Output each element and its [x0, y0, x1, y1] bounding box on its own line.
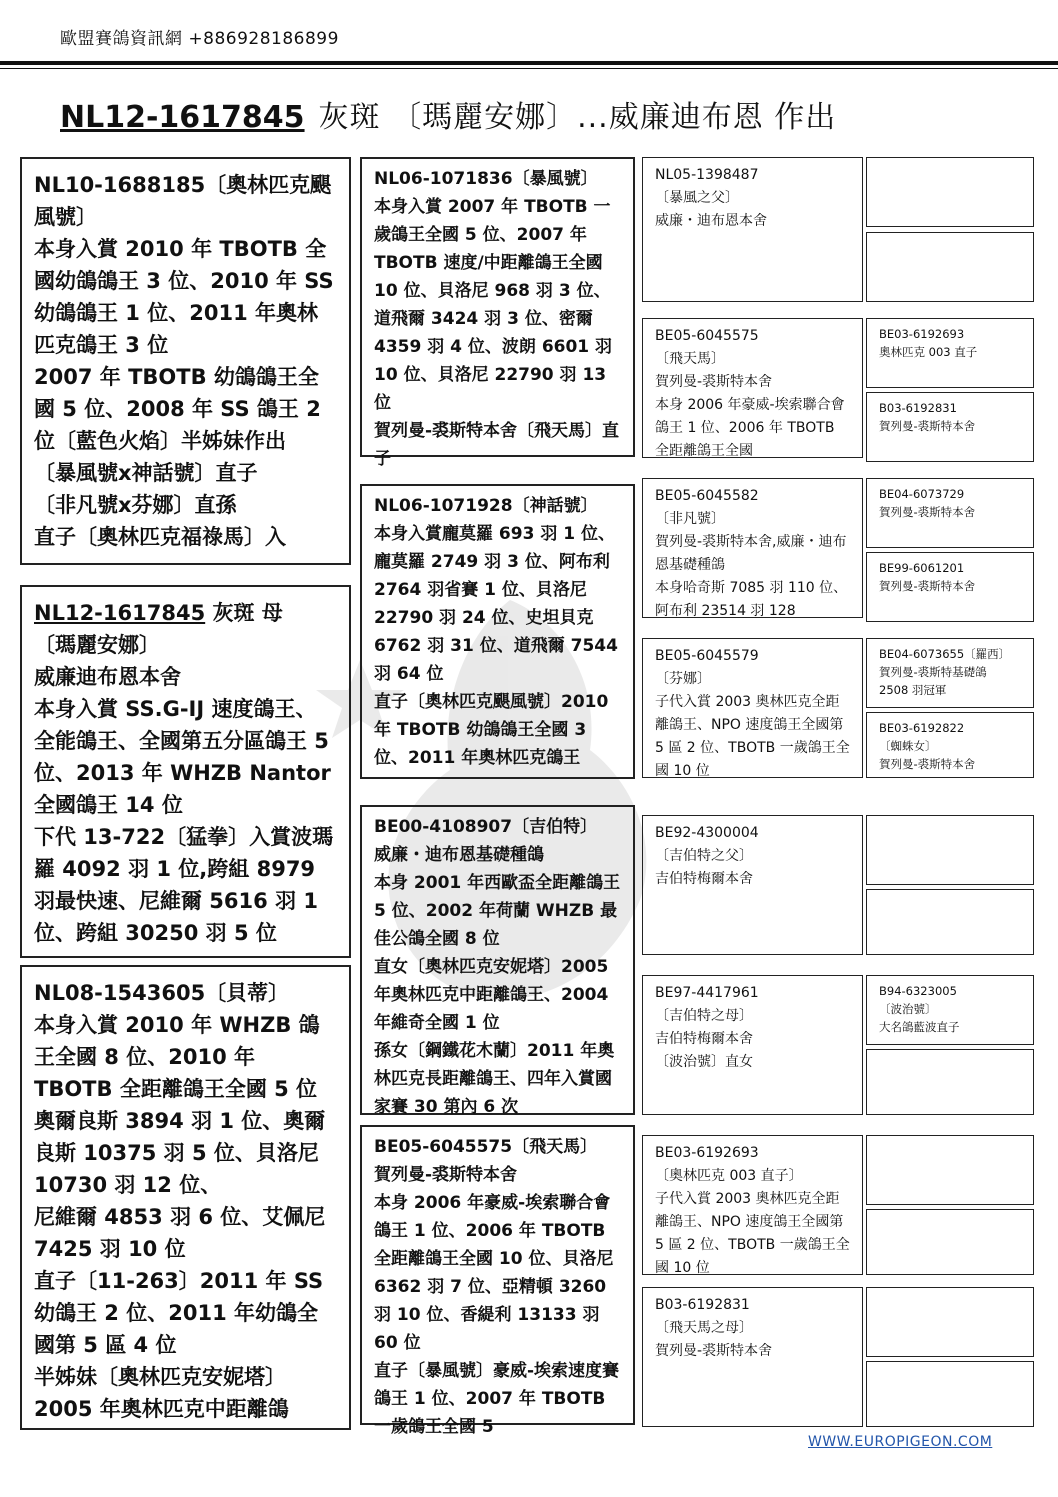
- g3-box-4: [642, 638, 863, 778]
- dam-box: [20, 965, 351, 1430]
- g3-5-ring: BE92-4300004: [655, 825, 759, 841]
- g4-box-15: [866, 1287, 1034, 1357]
- title-ring: NL12-1617845: [60, 100, 305, 135]
- sire-head: NL10-1688185〔奧林匹克颶風號〕: [34, 173, 332, 229]
- g4-3-name: 奧林匹克 003 直子: [879, 345, 978, 359]
- g4-11-info: 大名鴿藍波直子: [879, 1020, 960, 1034]
- g3-7-ring: BE03-6192693: [655, 1145, 759, 1161]
- subject-line-1: 〔瑪麗安娜〕: [34, 633, 160, 657]
- ds-line-1: 威廉・迪布恩基礎種鴿: [374, 845, 544, 865]
- g3-7-name: 〔奧林匹克 003 直子〕: [655, 1168, 803, 1184]
- g3-1-name: 〔暴風之父〕: [655, 190, 739, 206]
- sd-line-1: 本身入賞龐莫羅 693 羽 1 位、龐莫羅 2749 羽 3 位、阿布利 2764 羽省賽 1 位、貝洛尼 22790 羽 24 位、史坦貝克 6762 羽 31 位、道飛爾 7544 羽 64 位: [374, 524, 618, 684]
- g4-box-5: [866, 478, 1034, 548]
- sd-head: NL06-1071928〔神話號〕: [374, 496, 598, 516]
- dam-dam-box: [360, 1125, 635, 1437]
- dam-line-2: 奧爾良斯 3894 羽 1 位、奧爾良斯 10375 羽 5 位、貝洛尼 10730 羽 12 位、: [34, 1109, 326, 1197]
- g4-box-11: [866, 975, 1034, 1045]
- g4-box-2: [866, 232, 1034, 302]
- g4-8-loft: 賀列曼-裘斯特本舍: [879, 757, 976, 771]
- dd-line-3: 直子〔暴風號〕豪威-埃索速度賽鴿王 1 位、2007 年 TBOTB 一歲鴿王全國 5: [374, 1361, 620, 1437]
- subject-line-4: 下代 13-722〔猛拳〕入賞波瑪羅 4092 羽 1 位,跨組 8979 羽最快速、尼維爾 5616 羽 1 位、跨組 30250 羽 5 位: [34, 825, 334, 945]
- g3-6-info: 〔波治號〕直女: [655, 1054, 753, 1070]
- g3-6-ring: BE97-4417961: [655, 985, 759, 1001]
- ds-head: BE00-4108907〔吉伯特〕: [374, 817, 598, 837]
- g3-8-ring: B03-6192831: [655, 1297, 750, 1313]
- footer-website-link[interactable]: WWW.EUROPIGEON.COM: [808, 1434, 993, 1450]
- header-rule-thin: [0, 68, 1058, 69]
- ss-head: NL06-1071836〔暴風號〕: [374, 169, 598, 189]
- g3-1-ring: NL05-1398487: [655, 167, 759, 183]
- g4-4-ring: B03-6192831: [879, 401, 957, 415]
- g3-5-loft: 吉伯特梅爾本舍: [655, 871, 753, 887]
- g3-box-5: [642, 815, 863, 955]
- g4-5-loft: 賀列曼-裘斯特本舍: [879, 505, 976, 519]
- sire-dam-box: [360, 484, 635, 779]
- g4-box-16: [866, 1361, 1034, 1427]
- ds-line-3: 直女〔奧林匹克安妮塔〕2005 年奧林匹克中距離鴿王、2004 年維奇全國 1 位: [374, 957, 609, 1033]
- g4-box-12: [866, 1049, 1034, 1115]
- g3-box-2: [642, 318, 863, 458]
- g4-box-13: [866, 1135, 1034, 1205]
- subject-box: [20, 585, 351, 958]
- g4-box-9: [866, 815, 1034, 885]
- g3-8-name: 〔飛天馬之母〕: [655, 1320, 753, 1336]
- dd-line-1: 賀列曼-裘斯特本舍: [374, 1165, 518, 1185]
- dam-line-5: 半姊妹〔奧林匹克安妮塔〕2005 年奧林匹克中距離鴿: [34, 1365, 289, 1421]
- dd-head: BE05-6045575〔飛天馬〕: [374, 1137, 598, 1157]
- site-header: 歐盟賽鴿資訊網 +886928186899: [60, 29, 339, 49]
- sire-line-3: 〔暴風號x神話號〕直子: [34, 461, 258, 485]
- ss-line-2: 賀列曼-裘斯特本舍〔飛天馬〕直子: [374, 421, 620, 469]
- g4-box-8: [866, 712, 1034, 778]
- g3-box-8: [642, 1287, 863, 1427]
- dd-line-2: 本身 2006 年豪威-埃索聯合會鴿王 1 位、2006 年 TBOTB 全距離鴿王全國 10 位、貝洛尼 6362 羽 7 位、亞精頓 3260 羽 10 位、香緹利 13133 羽 60 位: [374, 1193, 614, 1353]
- g3-4-info: 子代入賞 2003 奧林匹克全距離鴿王、NPO 速度鴿王全國第 5 區 2 位、TBOTB 一歲鴿王全國 10 位: [655, 694, 850, 779]
- g3-5-name: 〔吉伯特之父〕: [655, 848, 753, 864]
- g3-6-name: 〔吉伯特之母〕: [655, 1008, 753, 1024]
- g3-2-info: 本身 2006 年豪威-埃索聯合會鴿王 1 位、2006 年 TBOTB 全距離鴿王全國: [655, 397, 845, 459]
- g4-3-ring: BE03-6192693: [879, 327, 965, 341]
- g3-box-6: [642, 975, 863, 1115]
- sire-line-4: 〔非凡號x芬娜〕直孫: [34, 493, 237, 517]
- subject-rest: 灰斑 母: [205, 601, 283, 625]
- g3-2-loft: 賀列曼-裘斯特本舍: [655, 374, 773, 390]
- g3-4-ring: BE05-6045579: [655, 648, 759, 664]
- g3-1-loft: 威廉・迪布恩本舍: [655, 213, 767, 229]
- ds-line-4: 孫女〔鋼鐵花木蘭〕2011 年奧林匹克長距離鴿王、四年入賞國家賽 30 第內 6 次: [374, 1041, 615, 1117]
- g4-box-14: [866, 1209, 1034, 1275]
- g4-box-6: [866, 552, 1034, 622]
- g4-6-loft: 賀列曼-裘斯特本舍: [879, 579, 976, 593]
- sd-line-2: 直子〔奧林匹克颶風號〕2010 年 TBOTB 幼鴿鴿王全國 3 位、2011 年奧林匹克鴿王: [374, 692, 609, 768]
- g4-box-10: [866, 889, 1034, 955]
- g3-3-loft: 賀列曼-裘斯特本舍,威廉・迪布恩基礎種鴿: [655, 534, 847, 573]
- g4-4-loft: 賀列曼-裘斯特本舍: [879, 419, 976, 433]
- dam-line-4: 直子〔11-263〕2011 年 SS 幼鴿王 2 位、2011 年幼鴿全國第 5 區 4 位: [34, 1269, 324, 1357]
- dam-line-3: 尼維爾 4853 羽 6 位、艾佩尼 7425 羽 10 位: [34, 1205, 326, 1261]
- subject-line-3: 本身入賞 SS.G-IJ 速度鴿王、全能鴿王、全國第五分區鴿王 5 位、2013 年 WHZB Nantor 全國鴿王 14 位: [34, 697, 331, 817]
- g3-7-info: 子代入賞 2003 奧林匹克全距離鴿王、NPO 速度鴿王全國第 5 區 2 位、TBOTB 一歲鴿王全國 10 位: [655, 1191, 850, 1276]
- g4-5-ring: BE04-6073729: [879, 487, 965, 501]
- sire-sire-box: [360, 157, 635, 469]
- g4-box-3: [866, 318, 1034, 388]
- g3-box-7: [642, 1135, 863, 1275]
- g4-box-4: [866, 392, 1034, 462]
- g3-3-info: 本身哈奇斯 7085 羽 110 位、阿布利 23514 羽 128: [655, 580, 848, 619]
- g4-11-name: 〔波治號〕: [879, 1002, 937, 1016]
- ds-line-2: 本身 2001 年西歐盃全距離鴿王 5 位、2002 年荷蘭 WHZB 最佳公鴿全國 8 位: [374, 873, 621, 949]
- sire-line-5: 直子〔奧林匹克福祿馬〕入: [34, 525, 286, 549]
- g3-3-ring: BE05-6045582: [655, 488, 759, 504]
- g4-7-ring: BE04-6073655〔羅西〕: [879, 647, 1011, 661]
- g3-3-name: 〔非凡號〕: [655, 511, 725, 527]
- dam-line-1: 本身入賞 2010 年 WHZB 鴿王全國 8 位、2010 年 TBOTB 全距離鴿王全國 5 位: [34, 1013, 320, 1101]
- sire-line-2: 2007 年 TBOTB 幼鴿鴿王全國 5 位、2008 年 SS 鴿王 2 位〔藍色火焰〕半姊妹作出: [34, 365, 321, 453]
- dam-sire-box: [360, 805, 635, 1115]
- title-desc: 灰斑 〔瑪麗安娜〕...威廉迪布恩 作出: [318, 100, 837, 135]
- g4-box-1: [866, 157, 1034, 227]
- sire-line-1: 本身入賞 2010 年 TBOTB 全國幼鴿鴿王 3 位、2010 年 SS 幼鴿鴿王 1 位、2011 年奧林匹克鴿王 3 位: [34, 237, 334, 357]
- g4-box-7: [866, 638, 1034, 708]
- g3-4-name: 〔芬娜〕: [655, 671, 711, 687]
- page-title: [60, 92, 836, 136]
- dam-head: NL08-1543605〔貝蒂〕: [34, 981, 290, 1005]
- g4-7-info: 2508 羽冠軍: [879, 683, 947, 697]
- g3-box-3: [642, 478, 863, 618]
- g3-8-loft: 賀列曼-裘斯特本舍: [655, 1343, 773, 1359]
- g3-6-loft: 吉伯特梅爾本舍: [655, 1031, 753, 1047]
- header-rule-thick: [0, 61, 1058, 65]
- ss-line-1: 本身入賞 2007 年 TBOTB 一歲鴿王全國 5 位、2007 年 TBOTB 速度/中距離鴿王全國 10 位、貝洛尼 968 羽 3 位、道飛爾 3424 羽 3 位、密爾 4359 羽 4 位、波朗 6601 羽 10 位、貝洛尼 22790 羽 13 位: [374, 197, 613, 413]
- subject-line-2: 威廉迪布恩本舍: [34, 665, 181, 689]
- g3-2-ring: BE05-6045575: [655, 328, 759, 344]
- g4-8-ring: BE03-6192822: [879, 721, 965, 735]
- subject-ring: NL12-1617845: [34, 601, 206, 625]
- g4-8-name: 〔蜘蛛女〕: [879, 739, 937, 753]
- sire-box: [20, 157, 351, 565]
- g3-box-1: [642, 157, 863, 302]
- g4-11-ring: B94-6323005: [879, 984, 957, 998]
- g3-2-name: 〔飛天馬〕: [655, 351, 725, 367]
- g4-6-ring: BE99-6061201: [879, 561, 965, 575]
- g4-7-loft: 賀列曼-裘斯特基礎鴿: [879, 665, 987, 679]
